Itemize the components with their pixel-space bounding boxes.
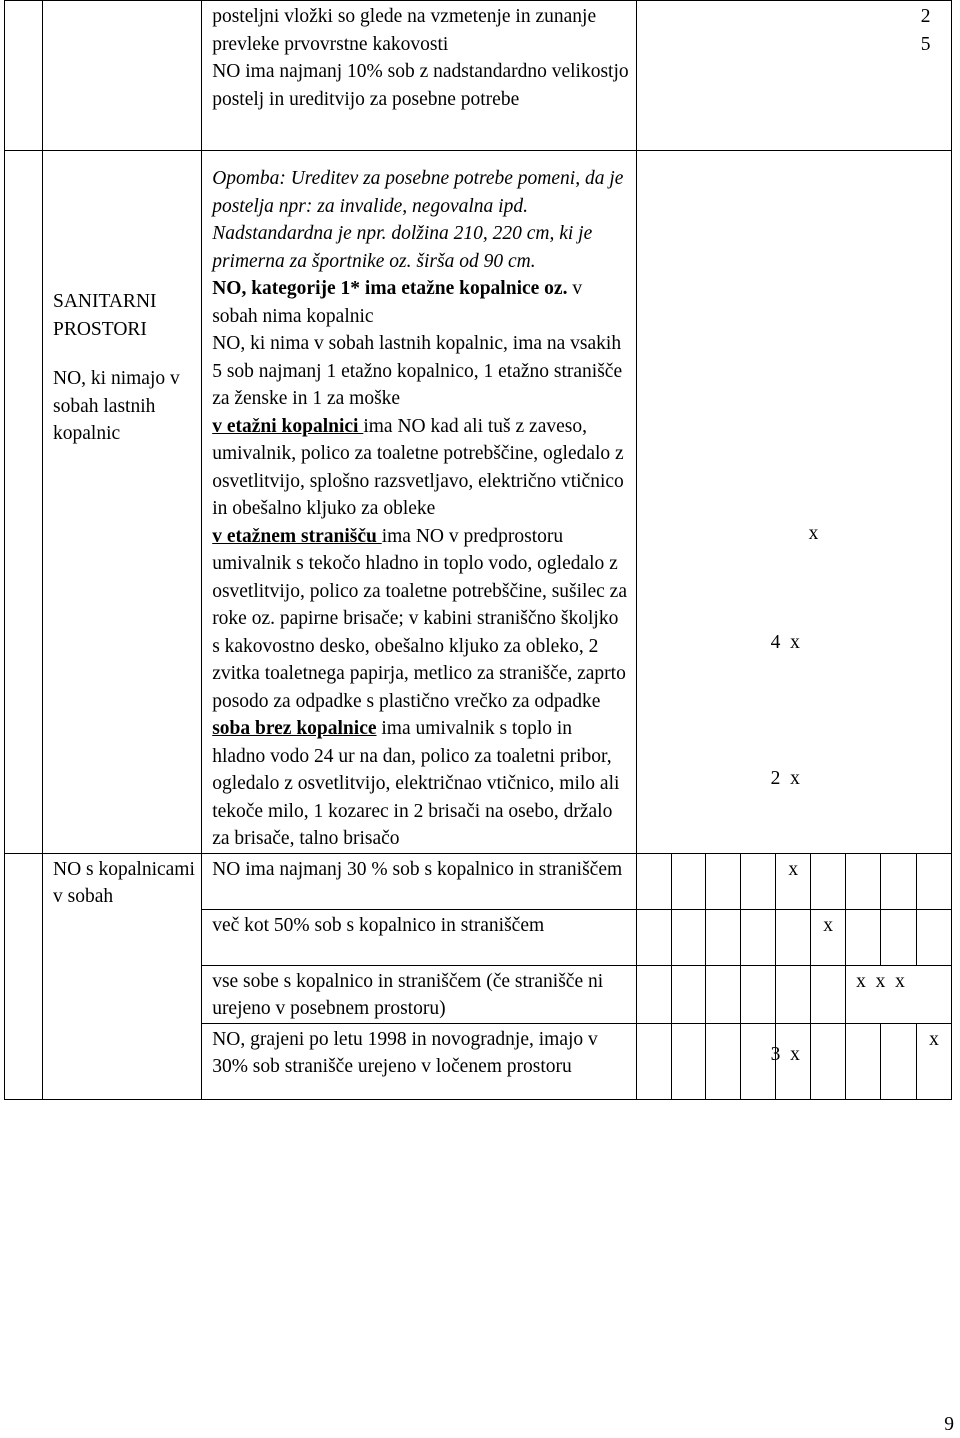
accommodation-criteria-table: [4, 0, 952, 1100]
criteria-cell: [202, 1023, 636, 1099]
points-cell: [880, 909, 916, 965]
points-value: 2 x: [770, 768, 800, 789]
criteria-cell: [202, 965, 636, 1023]
points-cell: [671, 853, 706, 909]
points-cell: [706, 965, 741, 1023]
criteria-cell: [202, 151, 636, 854]
points-value: 5: [920, 33, 931, 55]
criteria-text: NO, ki nima v sobah lastnih kopalnic, ima na vsakih 5 sob najmanj 1 etažno kopalnico, 1 etažno stranišče za ženske in 1 za moške: [212, 333, 623, 409]
page-number: 9: [944, 1414, 954, 1435]
points-cell: [706, 909, 741, 965]
points-cell: [741, 853, 776, 909]
criteria-cell: [202, 853, 636, 909]
points-value: x: [808, 523, 819, 544]
table-row: [5, 853, 952, 909]
table-row: [5, 1, 952, 151]
points-value: 4 x: [770, 632, 800, 653]
category-title: NO s kopalnicami v sobah: [53, 858, 195, 907]
points-cell: [636, 1, 951, 151]
points-cell: [811, 965, 846, 1023]
category-subtitle: NO, ki nimajo v sobah lastnih kopalnic: [53, 368, 180, 444]
points-cell: [880, 853, 916, 909]
criteria-cell: [202, 1, 636, 151]
criteria-heading: v etažnem stranišču: [212, 525, 382, 547]
points-cell: [776, 909, 811, 965]
category-cell: [43, 853, 202, 1099]
points-cell: [916, 909, 951, 965]
points-cell: x: [776, 853, 811, 909]
criteria-text: več kot 50% sob s kopalnico in straniščem: [212, 914, 545, 936]
points-cell: [636, 1023, 671, 1099]
points-cell: [846, 909, 881, 965]
criteria-text: ima NO v predprostoru umivalnik s tekočo hladno in toplo vodo, ogledalo z osvetlitvijo, polico za toaletne potrebščine, sušilec za roke oz. papirne brisače; v kabini straniščno školjko s kakovostno desko, obešalno kljuko za obleko, 2 zvitka toaletnega papirja, metlico za stranišče, zaprto posodo za odpadke s plastično vrečko za odpadke: [212, 525, 627, 712]
blank-cell: [5, 853, 43, 1099]
criteria-text: v sobah nima kopalnic: [212, 278, 583, 327]
points-cell: x: [811, 909, 846, 965]
points-cell: [671, 909, 706, 965]
criteria-bold: NO, kategorije 1* ima etažne kopalnice oz.: [212, 278, 568, 299]
points-cell: x: [916, 1023, 951, 1099]
points-cell: [741, 909, 776, 965]
criteria-text: NO ima najmanj 30 % sob s kopalnico in straniščem: [212, 858, 623, 880]
points-cell: [916, 853, 951, 909]
criteria-text: NO ima najmanj 10% sob z nadstandardno velikostjo postelj in ureditvijo za posebne potrebe: [212, 61, 629, 110]
points-value: 2: [920, 6, 931, 27]
points-cell: [811, 1023, 846, 1099]
points-cell: x x x: [846, 965, 952, 1023]
points-cell: [811, 853, 846, 909]
criteria-cell: [202, 909, 636, 965]
points-cell: [636, 965, 671, 1023]
points-cell: [706, 1023, 741, 1099]
criteria-heading: v etažni kopalnici: [212, 415, 364, 437]
points-value: 3 x: [770, 1044, 800, 1065]
points-cell: [880, 1023, 916, 1099]
category-title: SANITARNI PROSTORI: [53, 291, 157, 340]
points-cell: [671, 965, 706, 1023]
criteria-text: posteljni vložki so glede na vzmetenje in zunanje prevleke prvovrstne kakovosti: [212, 6, 597, 55]
category-cell: [43, 1, 202, 151]
points-cell: [671, 1023, 706, 1099]
points-cell: [636, 909, 671, 965]
points-cell: [706, 853, 741, 909]
note-text: Opomba: Ureditev za posebne potrebe pomeni, da je postelja npr: za invalide, negovalna ipd. Nadstandardna je npr. dolžina 210, 220 cm, ki je primerna za športnike oz. širša od 90 cm.: [212, 168, 624, 272]
criteria-text: NO, grajeni po letu 1998 in novogradnje, imajo v 30% sob stranišče urejeno v ločenem prostoru: [212, 1028, 598, 1077]
criteria-text: ima umivalnik s toplo in hladno vodo 24 ur na dan, polico za toaletni pribor, ogledalo z osvetlitvijo, električnao vtičnico, milo ali tekoče milo, 1 kozarec in 2 brisači na osebo, držalo za brisače, talno brisačo: [212, 718, 620, 849]
points-cell: [846, 853, 881, 909]
points-cell: [636, 853, 671, 909]
criteria-text: ima NO kad ali tuš z zaveso, umivalnik, polico za toaletne potrebščine, ogledalo z osvetlitvijo, splošno razsvetljavo, električno vtičnico in obešalno kljuko za obleke: [212, 415, 624, 519]
points-cell: [846, 1023, 881, 1099]
criteria-text: vse sobe s kopalnico in straniščem (če stranišče ni urejeno v posebnem prostoru): [212, 970, 604, 1019]
criteria-heading: soba brez kopalnice: [212, 718, 377, 739]
blank-cell: [5, 151, 43, 854]
table-row: [5, 151, 952, 854]
points-cell: [741, 965, 776, 1023]
blank-cell: [5, 1, 43, 151]
category-cell: [43, 151, 202, 854]
points-cell: [776, 965, 811, 1023]
